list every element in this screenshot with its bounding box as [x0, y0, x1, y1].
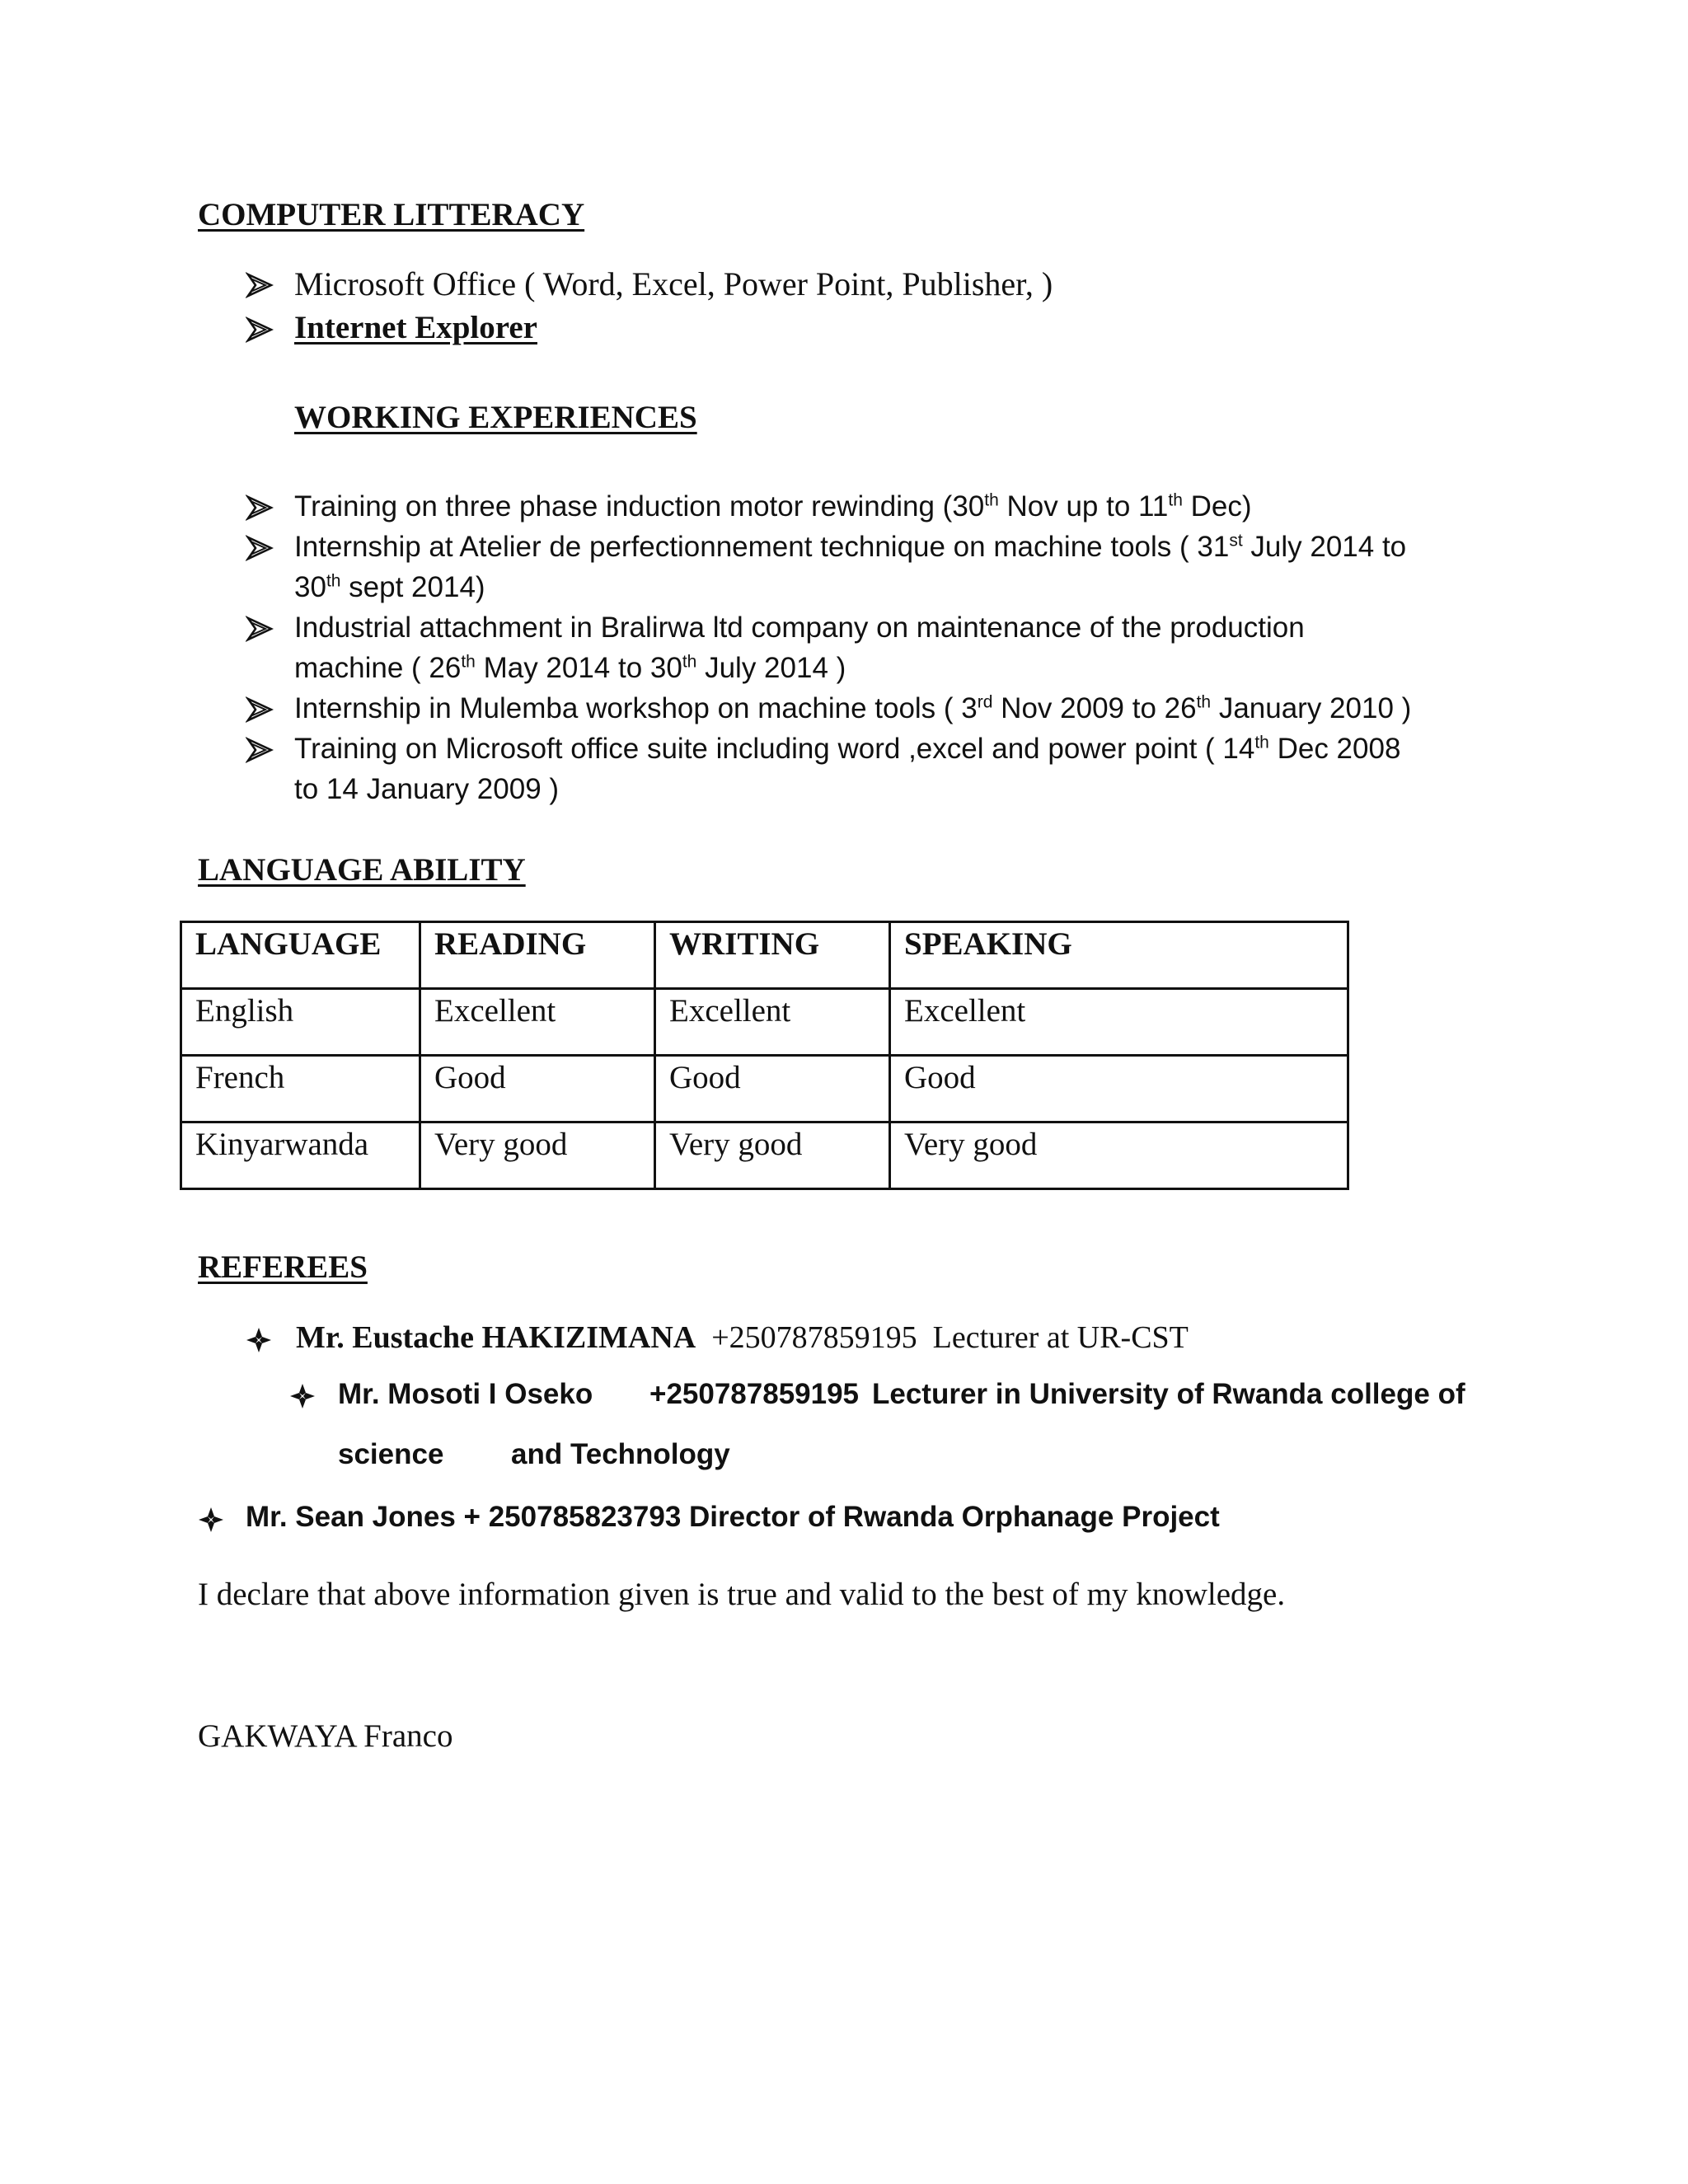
- experience-text: Internship at Atelier de perfectionnement technique on machine tools ( 31: [294, 531, 1230, 563]
- ordinal-suffix: th: [461, 652, 476, 672]
- ordinal-suffix: th: [682, 652, 697, 672]
- experience-text: to 14 January 2009 ): [294, 773, 560, 805]
- column-header: WRITING: [655, 922, 890, 989]
- experience-item-line: [294, 490, 1252, 523]
- table-cell: French: [181, 1056, 420, 1122]
- column-header: LANGUAGE: [181, 922, 420, 989]
- experience-text: machine ( 26: [294, 652, 462, 684]
- experience-text: sept 2014): [340, 571, 485, 603]
- referee-2-role-cont: and Technology: [511, 1438, 730, 1470]
- experience-text: Nov 2009 to 26: [992, 692, 1197, 724]
- table-header-row: [181, 922, 1348, 989]
- working-experiences-heading: WORKING EXPERIENCES: [294, 400, 697, 435]
- table-cell: Excellent: [890, 989, 1348, 1056]
- table-cell: Very good: [420, 1122, 655, 1189]
- signature-name: GAKWAYA Franco: [198, 1718, 453, 1754]
- referee-2-name: Mr. Mosoti I Oseko: [338, 1378, 593, 1410]
- experience-text: Training on Microsoft office suite including word ,excel and power point ( 14: [294, 733, 1255, 765]
- referee-2-role: Lecturer in University of Rwanda college of: [872, 1378, 1465, 1410]
- referee-name: Mr. Eustache HAKIZIMANA: [296, 1320, 696, 1355]
- arrow-bullet-icon: [246, 271, 274, 299]
- experience-text: January 2010 ): [1211, 692, 1412, 724]
- experience-text: Training on three phase induction motor rewinding (30: [294, 490, 985, 523]
- experience-text: Nov up to 11: [998, 490, 1169, 523]
- literacy-item-office: Microsoft Office ( Word, Excel, Power Point, Publisher, ): [294, 265, 1053, 302]
- arrow-bullet-icon: [246, 316, 274, 344]
- arrow-bullet-icon: [246, 494, 274, 522]
- arrow-bullet-icon: [246, 615, 274, 643]
- table-cell: Good: [420, 1056, 655, 1122]
- experience-item-line: [294, 531, 1406, 564]
- experience-item-line: [294, 571, 485, 604]
- referee-3: Mr. Sean Jones + 250785823793 Director of Rwanda Orphanage Project: [246, 1501, 1220, 1533]
- column-header: SPEAKING: [890, 922, 1348, 989]
- ordinal-suffix: th: [326, 571, 341, 591]
- table-cell: Excellent: [420, 989, 655, 1056]
- table-cell: Good: [890, 1056, 1348, 1122]
- table-row: [181, 1122, 1348, 1189]
- experience-item-line: [294, 692, 1411, 725]
- referees-heading: REFEREES: [198, 1249, 368, 1285]
- literacy-item-internet-explorer: Internet Explorer: [294, 310, 537, 345]
- experience-item-line: [294, 733, 1400, 766]
- ordinal-suffix: rd: [977, 692, 993, 712]
- referee-role: Lecturer at UR-CST: [932, 1320, 1189, 1355]
- table-cell: Good: [655, 1056, 890, 1122]
- diamond-bullet-icon: [289, 1383, 316, 1409]
- table-cell: English: [181, 989, 420, 1056]
- experience-text: July 2014 ): [696, 652, 846, 684]
- experience-text: Internship in Mulemba workshop on machine tools ( 3: [294, 692, 978, 724]
- experience-text: July 2014 to: [1242, 531, 1407, 563]
- ordinal-suffix: th: [1254, 733, 1269, 752]
- table-row: [181, 989, 1348, 1056]
- column-header: READING: [420, 922, 655, 989]
- referee-1: [296, 1319, 1189, 1356]
- table-cell: Excellent: [655, 989, 890, 1056]
- experience-text: Industrial attachment in Bralirwa ltd company on maintenance of the production: [294, 612, 1305, 644]
- experience-text: Dec): [1182, 490, 1252, 523]
- table-cell: Very good: [890, 1122, 1348, 1189]
- diamond-bullet-icon: [198, 1507, 224, 1533]
- arrow-bullet-icon: [246, 696, 274, 724]
- table-row: [181, 1056, 1348, 1122]
- table-cell: Very good: [655, 1122, 890, 1189]
- experience-text: Dec 2008: [1268, 733, 1401, 765]
- experience-text: May 2014 to 30: [475, 652, 682, 684]
- experience-item-line: [294, 652, 846, 685]
- referee-2-role-cont: science: [338, 1438, 444, 1470]
- computer-literacy-heading: COMPUTER LITTERACY: [198, 197, 585, 232]
- ordinal-suffix: th: [1196, 692, 1212, 712]
- experience-text: 30: [294, 571, 326, 603]
- ordinal-suffix: th: [984, 490, 999, 510]
- language-ability-heading: LANGUAGE ABILITY: [198, 852, 526, 888]
- experience-item-line: [294, 773, 559, 806]
- arrow-bullet-icon: [246, 534, 274, 562]
- ordinal-suffix: th: [1168, 490, 1183, 510]
- ordinal-suffix: st: [1229, 531, 1243, 551]
- declaration: I declare that above information given is true and valid to the best of my knowledge.: [198, 1577, 1286, 1612]
- arrow-bullet-icon: [246, 736, 274, 764]
- language-table: [180, 921, 1349, 1190]
- referee-2-phone: +250787859195: [649, 1378, 860, 1410]
- diamond-bullet-icon: [246, 1327, 272, 1353]
- table-cell: Kinyarwanda: [181, 1122, 420, 1189]
- referee-phone: +250787859195: [711, 1320, 917, 1355]
- experience-item-line: [294, 612, 1305, 644]
